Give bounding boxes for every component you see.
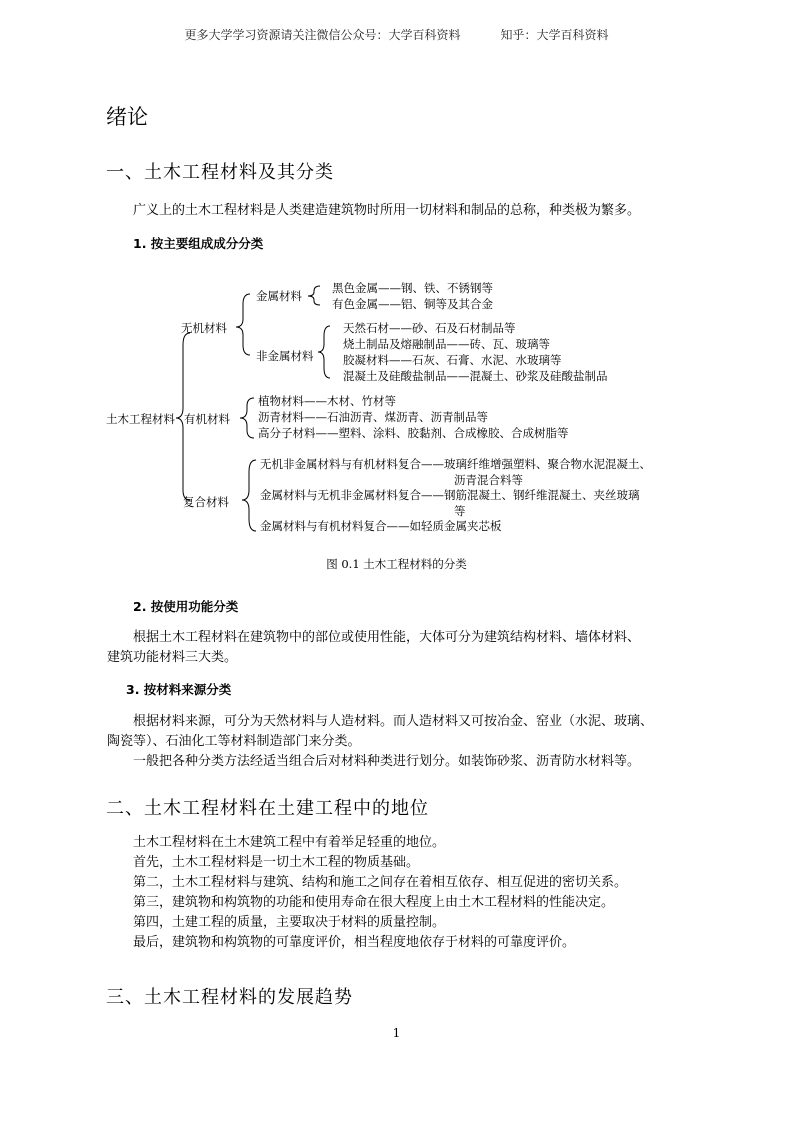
- paragraph-by-source: [107, 712, 653, 772]
- page-title: 绪论: [106, 105, 148, 129]
- tree-composite-3: 金属材料与有机材料复合——如轻质金属夹芯板: [260, 519, 502, 533]
- paragraph-line: 建筑功能材料三大类。: [107, 650, 238, 665]
- tree-composite-2-cont: 等: [454, 504, 466, 518]
- tree-nonferrous: 有色金属——铝、铜等及其合金: [332, 297, 493, 311]
- paragraph-line: 第二，土木工程材料与建筑、结构和施工之间存在着相互依存、相互促进的密切关系。: [133, 875, 628, 890]
- paragraph-line: 最后，建筑物和构筑物的可靠度评价，相当程度地依存于材料的可靠度评价。: [133, 935, 576, 950]
- tree-plant: 植物材料——木材、竹材等: [258, 394, 396, 408]
- tree-stone: 天然石材——砂、石及石材制品等: [343, 321, 516, 335]
- subheading-by-function: 2. 按使用功能分类: [133, 599, 239, 614]
- paragraph-line: 土木工程材料在土木建筑工程中有着举足轻重的地位。: [133, 835, 446, 850]
- tree-composite: 复合材料: [183, 495, 229, 509]
- paragraph-line: 陶瓷等）、石油化工等材料制造部门来分类。: [107, 734, 361, 749]
- header-left-text: 更多大学学习资源请关注微信公众号：大学百科资料: [184, 28, 461, 42]
- page-number: 1: [392, 1026, 401, 1040]
- tree-composite-2: 金属材料与无机非金属材料复合——钢筋混凝土、钢纤维混凝土、夹丝玻璃: [260, 488, 640, 502]
- section-2-heading: 二、土木工程材料在土建工程中的地位: [106, 798, 429, 819]
- paragraph-by-function: [107, 628, 640, 668]
- subheading-by-composition: 1. 按主要组成成分分类: [133, 236, 264, 251]
- section-1-heading: 一、土木工程材料及其分类: [106, 162, 334, 183]
- tree-binder: 胶凝材料——石灰、石膏、水泥、水玻璃等: [343, 353, 562, 367]
- paragraph-line: 一般把各种分类方法经适当组合后对材料种类进行划分。如装饰砂浆、沥青防水材料等。: [133, 754, 641, 769]
- header-right-text: 知乎：大学百科资料: [500, 28, 609, 42]
- tree-polymer: 高分子材料——塑料、涂料、胶黏剂、合成橡胶、合成树脂等: [258, 426, 569, 440]
- tree-asphalt: 沥青材料——石油沥青、煤沥青、沥青制品等: [258, 410, 488, 424]
- paragraph-line: 首先，土木工程材料是一切土木工程的物质基础。: [133, 855, 420, 870]
- paragraph-line: 根据材料来源，可分为天然材料与人造材料。而人造材料又可按冶金、窑业（水泥、玻璃、: [133, 714, 654, 729]
- tree-metal: 金属材料: [256, 289, 302, 303]
- tree-inorganic: 无机材料: [181, 321, 227, 335]
- tree-nonmetal: 非金属材料: [256, 349, 314, 363]
- subheading-by-source: 3. 按材料来源分类: [126, 682, 232, 697]
- tree-composite-1: 无机非金属材料与有机材料复合——玻璃纤维增强塑料、聚合物水泥混凝土、: [260, 457, 651, 471]
- paragraph-line: 根据土木工程材料在建筑物中的部位或使用性能，大体可分为建筑结构材料、墙体材料、: [133, 630, 641, 645]
- section-1-intro: 广义上的土木工程材料是人类建造建筑物时所用一切材料和制品的总称，种类极为繁多。: [133, 203, 641, 218]
- figure-caption: 图 0.1 土木工程材料的分类: [326, 557, 467, 571]
- tree-composite-1-cont: 沥青混合料等: [454, 473, 523, 487]
- tree-organic: 有机材料: [184, 412, 230, 426]
- section-2-body: [107, 833, 627, 953]
- tree-root: 土木工程材料: [106, 412, 175, 426]
- paragraph-line: 第三，建筑物和构筑物的功能和使用寿命在很大程度上由土木工程材料的性能决定。: [133, 895, 615, 910]
- tree-fired: 烧土制品及熔融制品——砖、瓦、玻璃等: [343, 337, 550, 351]
- tree-concrete: 混凝土及硅酸盐制品——混凝土、砂浆及硅酸盐制品: [343, 369, 608, 383]
- tree-ferrous: 黑色金属——钢、铁、不锈钢等: [332, 281, 493, 295]
- paragraph-line: 第四，土建工程的质量，主要取决于材料的质量控制。: [133, 915, 446, 930]
- section-3-heading: 三、土木工程材料的发展趋势: [106, 987, 353, 1008]
